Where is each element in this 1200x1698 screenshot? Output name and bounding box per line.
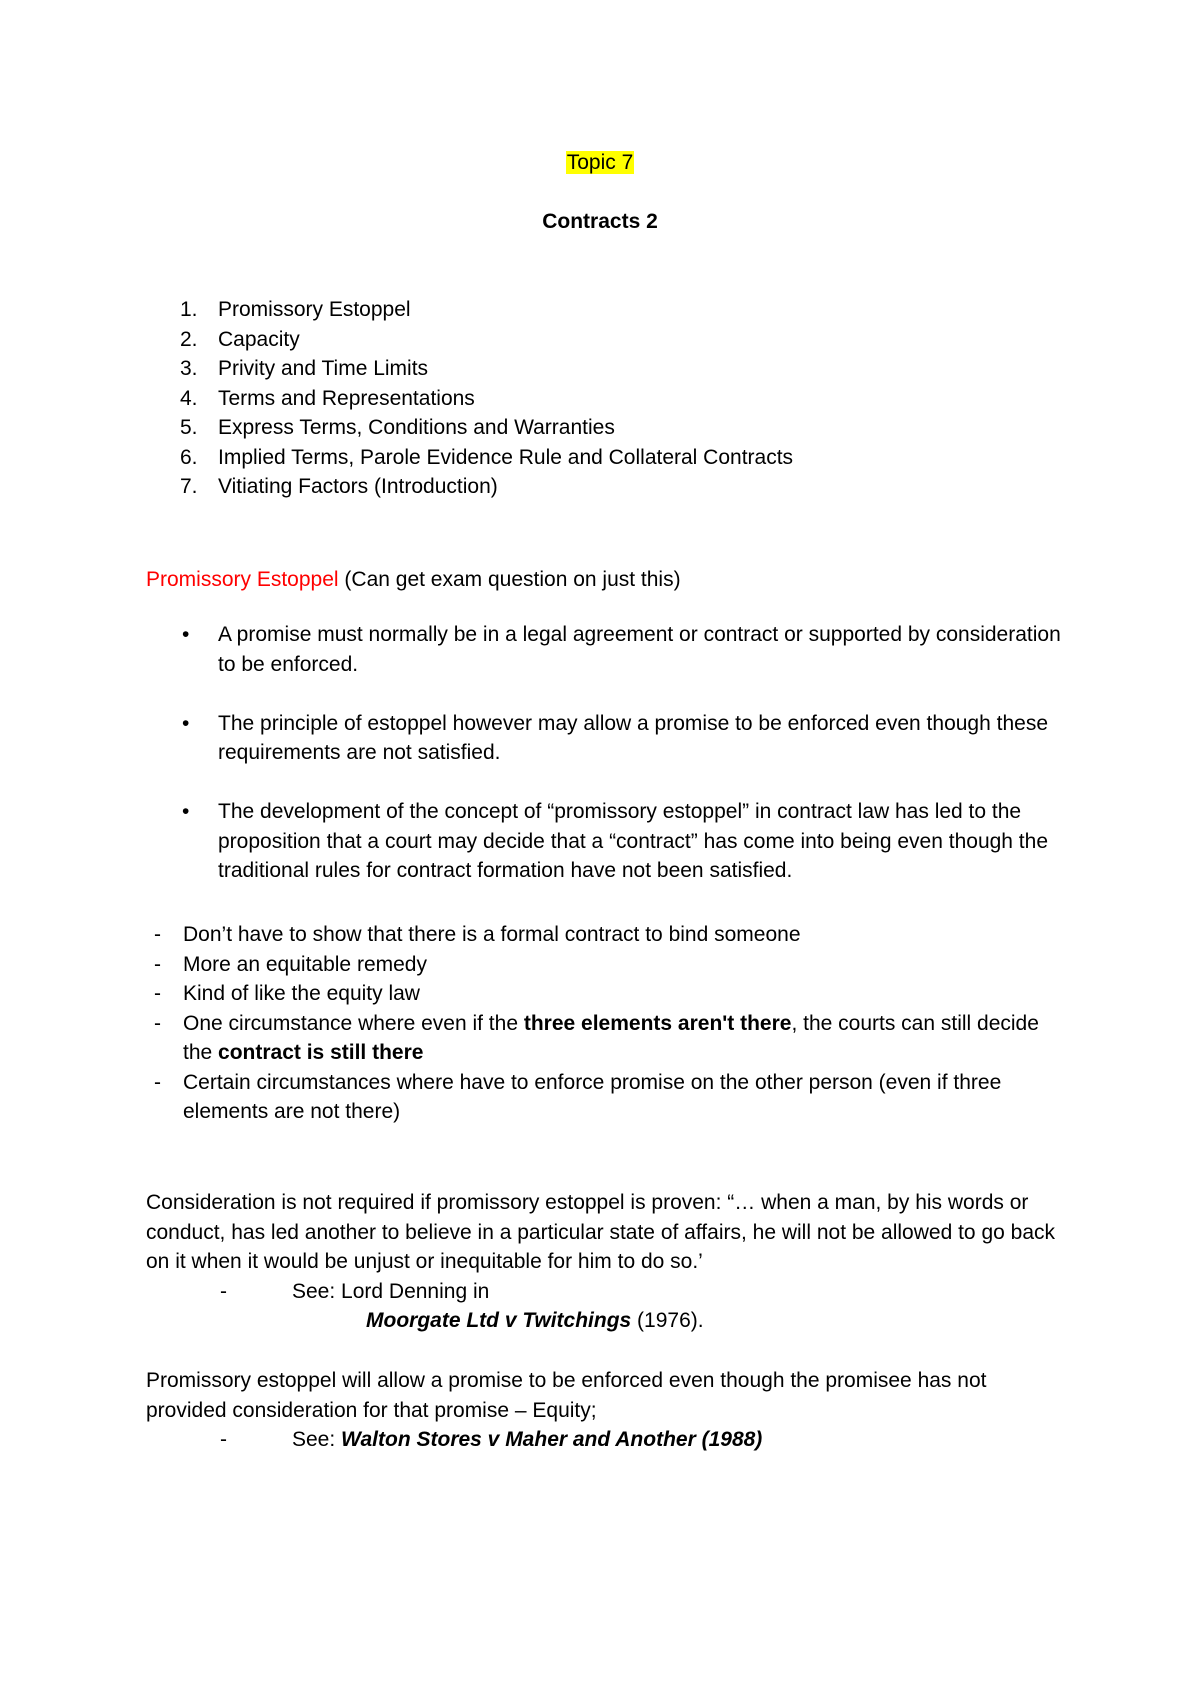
toc-text: Capacity xyxy=(218,327,300,351)
dash-icon: - xyxy=(220,1428,227,1451)
toc-text: Express Terms, Conditions and Warranties xyxy=(218,416,615,439)
toc-item xyxy=(180,413,1080,443)
note-text: , the courts can still decide the xyxy=(183,1011,1039,1064)
toc-number: 5. xyxy=(180,416,198,439)
toc-item xyxy=(180,384,1080,414)
dash-icon: - xyxy=(154,1011,161,1035)
bullet-text: A promise must normally be in a legal agreement or contract or supported by consideration to be enforced. xyxy=(218,623,1061,676)
toc-text: Terms and Representations xyxy=(218,386,475,410)
toc-text: Implied Terms, Parole Evidence Rule and Collateral Contracts xyxy=(218,445,794,469)
see-text: See: Lord Denning in xyxy=(292,1280,490,1303)
bullet-item xyxy=(146,620,1066,679)
note-text: More an equitable remedy xyxy=(183,952,427,976)
bullet-list xyxy=(146,620,1066,915)
see-prefix: See: xyxy=(292,1428,342,1451)
note-text: One circumstance where even if the xyxy=(183,1011,524,1035)
note-item xyxy=(146,1009,1066,1068)
note-text: Don’t have to show that there is a formal contract to bind someone xyxy=(183,923,801,946)
toc-number: 3. xyxy=(180,357,198,380)
dash-icon: - xyxy=(154,1070,161,1094)
bullet-item xyxy=(146,709,1066,768)
toc-number: 7. xyxy=(180,475,198,498)
equity-paragraph: Promissory estoppel will allow a promise to be enforced even though the promisee has not provided consideration for that promise – Equity; xyxy=(146,1369,987,1422)
consideration-paragraph: Consideration is not required if promissory estoppel is proven: “… when a man, by his words or conduct, has led another to believe in a particular state of affairs, he will not be allowed to go back on it when it would be unjust or inequitable for him to do so.’ xyxy=(146,1191,1055,1273)
toc-item xyxy=(180,325,1080,355)
toc-item xyxy=(180,354,1080,384)
note-item xyxy=(146,979,1066,1009)
toc-item xyxy=(180,295,1080,325)
note-text: Certain circumstances where have to enforce promise on the other person (even if three elements are not there) xyxy=(183,1070,1002,1123)
bullet-icon: • xyxy=(182,623,190,646)
bullet-text: The development of the concept of “promissory estoppel” in contract law has led to the proposition that a court may decide that a “contract” has come into being even though the traditional rules for contract formation have not been satisfied. xyxy=(218,800,1049,882)
note-item xyxy=(146,1068,1066,1127)
topic-title-highlight: Topic 7 xyxy=(566,151,634,174)
dash-icon: - xyxy=(154,982,161,1005)
table-of-contents xyxy=(180,295,1080,502)
toc-text: Promissory Estoppel xyxy=(218,298,411,321)
section-heading-title: Promissory Estoppel xyxy=(146,568,339,591)
case-name: Moorgate Ltd v Twitchings xyxy=(366,1309,632,1332)
toc-item xyxy=(180,443,1080,473)
note-emphasis: contract is still there xyxy=(218,1041,424,1064)
note-text: Kind of like the equity law xyxy=(183,982,420,1005)
toc-number: 6. xyxy=(180,445,198,469)
dash-icon: - xyxy=(220,1280,227,1303)
bullet-icon: • xyxy=(182,800,190,823)
notes-list xyxy=(146,920,1066,1127)
toc-item xyxy=(180,472,1080,502)
see-text xyxy=(292,1425,762,1455)
bullet-item xyxy=(146,797,1066,886)
toc-number: 4. xyxy=(180,386,198,410)
toc-number: 2. xyxy=(180,327,198,351)
case-citation xyxy=(366,1306,704,1336)
dash-icon: - xyxy=(154,923,161,946)
document-subtitle: Contracts 2 xyxy=(542,210,658,233)
section-heading xyxy=(146,565,1106,595)
topic-title xyxy=(0,148,1200,178)
bullet-icon: • xyxy=(182,711,190,735)
section-heading-note: (Can get exam question on just this) xyxy=(338,568,681,591)
note-item xyxy=(146,920,1066,950)
case-name: Walton Stores v Maher and Another (1988) xyxy=(341,1428,763,1451)
note-item xyxy=(146,950,1066,980)
toc-text: Vitiating Factors (Introduction) xyxy=(218,475,498,498)
case-year: (1976). xyxy=(631,1309,704,1332)
note-emphasis: three elements aren't there xyxy=(523,1011,792,1035)
toc-number: 1. xyxy=(180,298,198,321)
toc-text: Privity and Time Limits xyxy=(218,357,429,380)
bullet-text: The principle of estoppel however may allow a promise to be enforced even though these requirements are not satisfied. xyxy=(218,711,1048,764)
dash-icon: - xyxy=(154,952,161,976)
